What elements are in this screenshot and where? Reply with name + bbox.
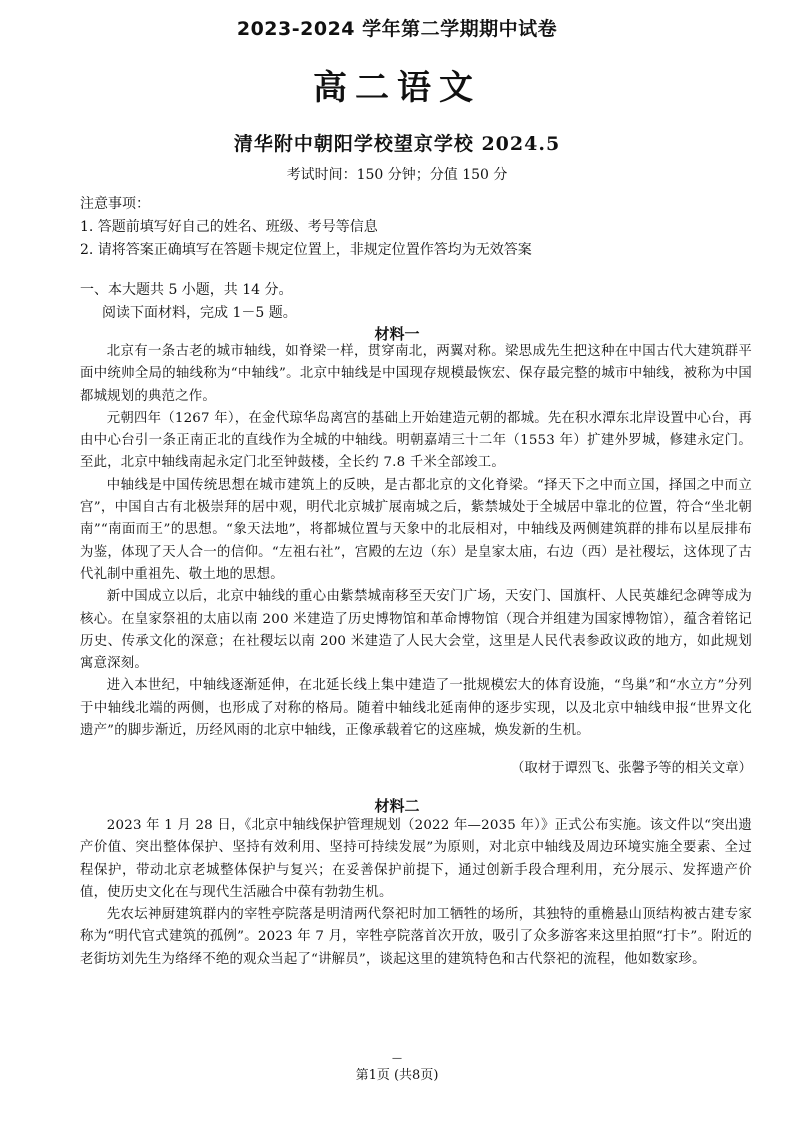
paragraph: 北京有一条古老的城市轴线，如脊梁一样，贯穿南北，两翼对称。梁思成先生把这种在中国古代大建筑群平面中统帅全局的轴线称为“中轴线”。北京中轴线是中国现存规模最恢宏、保存最完整的城市中轴线，被称为中国都城规划的典范之作。 [80, 344, 752, 404]
exam-info: 考试时间：150 分钟；分值 150 分 [286, 167, 508, 183]
material2-title: 材料二 [374, 797, 420, 815]
notice-section [80, 193, 720, 262]
page-number: 第1页 (共8页) [355, 1068, 439, 1083]
material1-title: 材料一 [374, 325, 420, 343]
paragraph: 中轴线是中国传统思想在城市建筑上的反映，是古都北京的文化脊梁。“择天下之中而立国，择国之中而立宫”，中国自古有北极崇拜的居中观，明代北京城扩展南城之后，紫禁城处于全城居中靠北的位置，符合“坐北朝南”“南面而王”的思想。“象天法地”，将都城位置与天象中的北辰相对，中轴线及两侧建筑群的排布以星辰排布为鉴，体现了天人合一的信仰。“左祖右社”，宫殿的左边（东）是皇家太庙，右边（西）是社稷坛，这体现了古代礼制中重祖先、敬土地的思想。 [80, 477, 752, 582]
paragraph: 进入本世纪，中轴线逐渐延伸，在北延长线上集中建造了一批规模宏大的体育设施，“鸟巢”和“水立方”分列于中轴线北端的两侧，也形成了对称的格局。随着中轴线北延南伸的逐步实现，以及北京中轴线申报“世界文化遗产”的脚步渐近，历经风雨的北京中轴线，正像承载着它的这座城，焕发新的生机。 [80, 678, 752, 739]
school-line: 清华附中朝阳学校望京学校 2024.5 [233, 133, 561, 155]
page-footer [0, 1053, 794, 1083]
notice-item: 2. 请将答案正确填写在答题卡规定位置上，非规定位置作答均为无效答案 [80, 242, 532, 258]
notice-item: 1. 答题前填写好自己的姓名、班级、考号等信息 [80, 219, 378, 235]
section-title: 一、本大题共 5 小题，共 14 分。 [80, 282, 293, 298]
notice-heading: 注意事项： [80, 196, 150, 212]
exam-title: 2023-2024 学年第二学期期中试卷 [236, 18, 558, 40]
subject-title: 高二语文 [313, 68, 481, 108]
footer-dash: — [392, 1053, 402, 1064]
paragraph: 元朝四年（1267 年），在金代琼华岛离宫的基础上开始建造元朝的都城。先在积水潭东北岸设置中心台，再由中心台引一条正南正北的直线作为全城的中轴线。明朝嘉靖三十二年（1553 年）扩建外罗城，修建永定门。至此，北京中轴线南起永定门北至钟鼓楼，全长约 7.8 千米全部竣工。 [80, 410, 752, 471]
paragraph: 2023 年 1 月 28 日，《北京中轴线保护管理规划（2022 年—2035 年）》正式公布实施。该文件以“突出遗产价值、突出整体保护、坚持有效利用、坚持可持续发展”为原则，对北京中轴线及周边环境实施全要素、全过程保护，带动北京老城整体保护与复兴；在妥善保护前提下，通过创新手段合理利用，充分展示、发挥遗产价值，使历史文化在与现代生活融合中葆有勃勃生机。 [80, 818, 752, 900]
material1-source: （取材于谭烈飞、张馨予等的相关文章） [510, 761, 752, 776]
section-header [80, 279, 720, 325]
material1-body [80, 341, 752, 742]
paragraph: 先农坛神厨建筑群内的宰牲亭院落是明清两代祭祀时加工牺牲的场所，其独特的重檐悬山顶结构被古建专家称为“明代官式建筑的孤例”。2023 年 7 月，宰牲亭院落首次开放，吸引了众多游客来这里拍照“打卡”。附近的老街坊刘先生为络绎不绝的观众当起了“讲解员”，谈起这里的建筑特色和古代祭祀的流程，他如数家珍。 [80, 907, 752, 967]
section-instruction: 阅读下面材料，完成 1－5 题。 [102, 305, 297, 321]
paragraph: 新中国成立以后，北京中轴线的重心由紫禁城南移至天安门广场，天安门、国旗杆、人民英雄纪念碑等成为核心。在皇家祭祖的太庙以南 200 米建造了历史博物馆和革命博物馆（现合并组建为国家博物馆），蕴含着铭记历史、传承文化的深意；在社稷坛以南 200 米建造了人民大会堂，这里是人民代表参政议政的地方，如此规划寓意深刻。 [80, 589, 752, 672]
material2-body [80, 815, 752, 971]
